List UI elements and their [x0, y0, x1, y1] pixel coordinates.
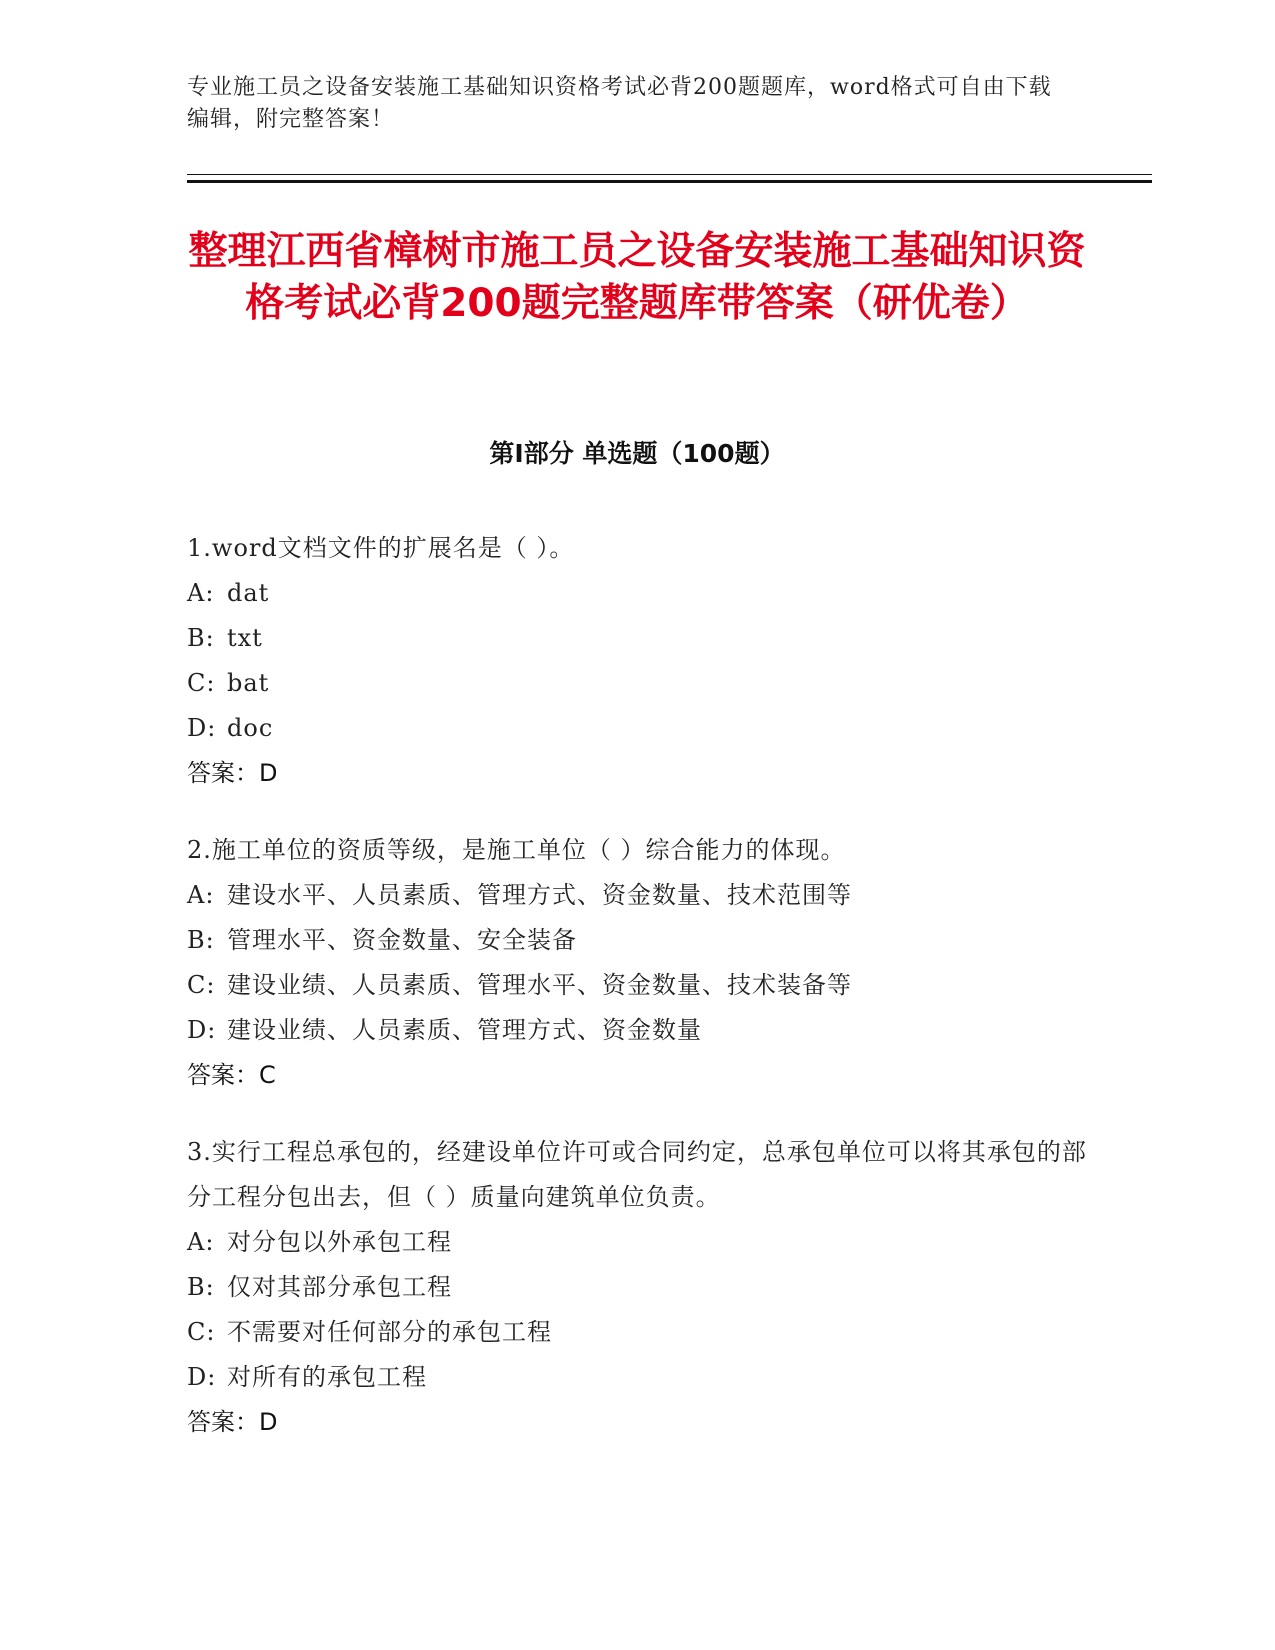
option-text: 对分包以外承包工程: [227, 1228, 452, 1256]
header-divider-thin: [187, 174, 1152, 175]
option-d: [187, 706, 1087, 751]
question-text: 1.word文档文件的扩展名是（ ）。: [187, 534, 575, 562]
option-c: [187, 963, 1087, 1008]
option-text: 管理水平、资金数量、安全装备: [227, 926, 577, 954]
option-b: [187, 616, 1087, 661]
question-item: [187, 1130, 1087, 1445]
section-heading: 第I部分 单选题（100题）: [489, 439, 785, 468]
answer-line: 答案：D: [187, 759, 278, 787]
option-c: [187, 1310, 1087, 1355]
option-text: 建设业绩、人员素质、管理方式、资金数量: [227, 1016, 702, 1044]
option-a: [187, 1220, 1087, 1265]
header-divider-thick: [187, 180, 1152, 183]
option-text: 建设水平、人员素质、管理方式、资金数量、技术范围等: [227, 881, 852, 909]
option-d: [187, 1355, 1087, 1400]
question-text: 3.实行工程总承包的，经建设单位许可或合同约定，总承包单位可以将其承包的部分工程分包出去，但（ ）质量向建筑单位负责。: [187, 1138, 1087, 1211]
option-letter: B:: [187, 624, 215, 652]
header-note: 专业施工员之设备安装施工基础知识资格考试必背200题题库，word格式可自由下载编辑，附完整答案！: [187, 75, 1052, 132]
question-item: [187, 526, 1087, 796]
option-letter: C:: [187, 971, 216, 999]
answer-line: 答案：D: [187, 1408, 278, 1436]
option-letter: D:: [187, 714, 217, 742]
option-letter: D:: [187, 1016, 217, 1044]
option-d: [187, 1008, 1087, 1053]
option-letter: D:: [187, 1363, 217, 1391]
option-text: 建设业绩、人员素质、管理水平、资金数量、技术装备等: [227, 971, 852, 999]
option-a: [187, 873, 1087, 918]
option-text: bat: [227, 669, 270, 697]
option-b: [187, 1265, 1087, 1310]
option-text: dat: [227, 579, 270, 607]
option-text: doc: [227, 714, 274, 742]
option-c: [187, 661, 1087, 706]
option-letter: B:: [187, 926, 215, 954]
option-text: 不需要对任何部分的承包工程: [227, 1318, 552, 1346]
option-text: 仅对其部分承包工程: [227, 1273, 452, 1301]
option-letter: A:: [187, 881, 215, 909]
option-a: [187, 571, 1087, 616]
option-text: 对所有的承包工程: [227, 1363, 427, 1391]
option-letter: C:: [187, 669, 216, 697]
option-text: txt: [227, 624, 263, 652]
option-letter: B:: [187, 1273, 215, 1301]
question-item: [187, 828, 1087, 1098]
option-letter: C:: [187, 1318, 216, 1346]
question-list: [187, 526, 1087, 1477]
option-b: [187, 918, 1087, 963]
answer-line: 答案：C: [187, 1061, 276, 1089]
option-letter: A:: [187, 579, 215, 607]
question-text: 2.施工单位的资质等级，是施工单位（ ）综合能力的体现。: [187, 836, 846, 864]
option-letter: A:: [187, 1228, 215, 1256]
document-title: 整理江西省樟树市施工员之设备安装施工基础知识资格考试必背200题完整题库带答案（研优卷）: [188, 229, 1086, 326]
